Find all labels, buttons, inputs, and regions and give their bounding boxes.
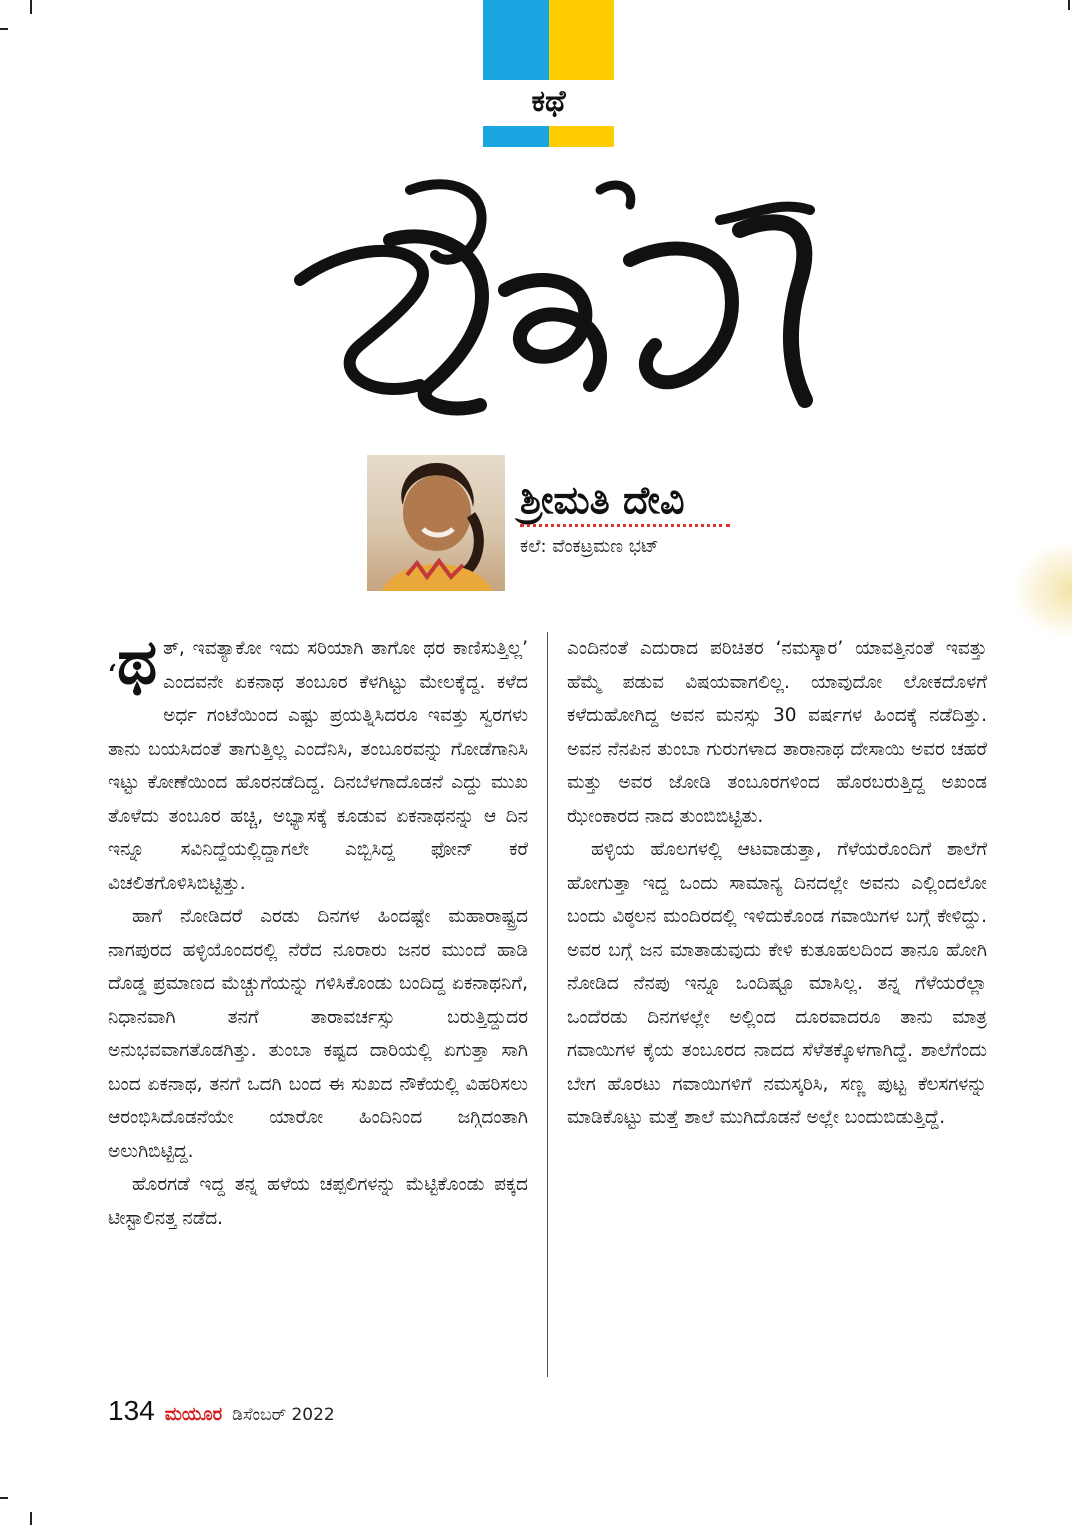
magazine-name: ಮಯೂರ [164, 1404, 223, 1425]
crop-mark [0, 28, 8, 30]
art-credit: ಕಲೆ: ವೆಂಕಟ್ರಮಣ ಭಟ್ [520, 536, 659, 557]
body-paragraph: ಹಾಗೆ ನೋಡಿದರೆ ಎರಡು ದಿನಗಳ ಹಿಂದಷ್ಟೇ ಮಹಾರಾಷ್ಟ್ರದ ನಾಗಪುರದ ಹಳ್ಳಿಯೊಂದರಲ್ಲಿ ನೆರೆದ ನೂರಾರು ಜನರ ಮುಂದೆ ಹಾಡಿ ದೊಡ್ಡ ಪ್ರಮಾಣದ ಮೆಚ್ಚುಗೆಯನ್ನು ಗಳಿಸಿಕೊಂಡು ಬಂದಿದ್ದ ಏಕನಾಥನಿಗೆ, ನಿಧಾನವಾಗಿ ತನಗೆ ತಾರಾವರ್ಚಸ್ಸು ಬರುತ್ತಿದ್ದುದರ ಅನುಭವವಾಗತೊಡಗಿತ್ತು. ತುಂಬಾ ಕಷ್ಟದ ದಾರಿಯಲ್ಲಿ ಏಗುತ್ತಾ ಸಾಗಿ ಬಂದ ಏಕನಾಥ, ತನಗೆ ಒದಗಿ ಬಂದ ಈ ಸುಖದ ನೌಕೆಯಲ್ಲಿ ವಿಹರಿಸಲು ಆರಂಭಿಸಿದೊಡನೆಯೇ ಯಾರೋ ಹಿಂದಿನಿಂದ ಜಗ್ಗಿದಂತಾಗಿ ಅಲುಗಿಬಿಟ್ಟಿದ್ದ. [108, 906, 528, 1162]
paragraph-text: ತ್, ಇವತ್ಯಾಕೋ ಇದು ಸರಿಯಾಗಿ ತಾಗೋ ಥರ ಕಾಣಿಸುತ್ತಿಲ್ಲ’ ಎಂದವನೇ ಏಕನಾಥ ತಂಬೂರ ಕೆಳಗಿಟ್ಟು ಮೇಲಕ್ಕೆದ್ದ. ಕಳೆದ ಅರ್ಧ ಗಂಟೆಯಿಂದ ಎಷ್ಟು ಪ್ರಯತ್ನಿಸಿದರೂ ಇವತ್ತು ಸ್ವರಗಳು ತಾನು ಬಯಸಿದಂತೆ ತಾಗುತ್ತಿಲ್ಲ ಎಂದೆನಿಸಿ, ತಂಬೂರವನ್ನು ಗೋಡೆಗಾನಿಸಿ ಇಟ್ಟು ಕೋಣೆಯಿಂದ ಹೊರನಡೆದಿದ್ದ. ದಿನಬೆಳಗಾದೊಡನೆ ಎದ್ದು ಮುಖ ತೊಳೆದು ತಂಬೂರ ಹಚ್ಚಿ, ಅಭ್ಯಾಸಕ್ಕೆ ಕೂಡುವ ಏಕನಾಥನನ್ನು ಆ ದಿನ ಇನ್ನೂ ಸವಿನಿದ್ದೆಯಲ್ಲಿದ್ದಾಗಲೇ ಎಬ್ಬಿಸಿದ್ದ ಫೋನ್ ಕರೆ ವಿಚಲಿತಗೊಳಿಸಿಬಿಟ್ಟಿತ್ತು. [108, 638, 528, 894]
section-label: ಕಥೆ [531, 84, 566, 119]
crop-mark [1068, 0, 1070, 10]
issue-date: ಡಿಸೆಂಬರ್ 2022 [232, 1405, 335, 1425]
column-divider [547, 632, 548, 1377]
opening-quote: ‘ [108, 660, 118, 690]
body-column-right [567, 632, 987, 1135]
section-color-bar [483, 126, 614, 147]
body-paragraph: ಎಂದಿನಂತೆ ಎದುರಾದ ಪರಿಚಿತರ ‘ನಮಸ್ಕಾರ’ ಯಾವತ್ತಿನಂತೆ ಇವತ್ತು ಹೆಮ್ಮೆ ಪಡುವ ವಿಷಯವಾಗಲಿಲ್ಲ. ಯಾವುದೋ ಲೋಕದೊಳಗೆ ಕಳೆದುಹೋಗಿದ್ದ ಅವನ ಮನಸ್ಸು 30 ವರ್ಷಗಳ ಹಿಂದಕ್ಕೆ ನಡೆದಿತ್ತು. ಅವನ ನೆನಪಿನ ತುಂಬಾ ಗುರುಗಳಾದ ತಾರಾನಾಥ ದೇಸಾಯಿ ಅವರ ಚಹರೆ ಮತ್ತು ಅವರ ಜೋಡಿ ತಂಬೂರಗಳಿಂದ ಹೊರಬರುತ್ತಿದ್ದ ಅಖಂಡ ಝೇಂಕಾರದ ನಾದ ತುಂಬಿಬಿಟ್ಟಿತು. [567, 638, 987, 827]
page-footer [108, 1395, 335, 1427]
crop-mark [30, 1512, 32, 1525]
section-tab [483, 0, 614, 150]
section-color-block [483, 0, 614, 80]
page-number: 134 [108, 1395, 155, 1426]
title-calligraphy [270, 170, 820, 430]
bleed-decoration [1012, 540, 1072, 640]
body-paragraph: ಹೊರಗಡೆ ಇದ್ದ ತನ್ನ ಹಳೆಯ ಚಪ್ಪಲಿಗಳನ್ನು ಮೆಟ್ಟಿಕೊಂಡು ಪಕ್ಕದ ಟೀಸ್ಟಾಲಿನತ್ತ ನಡೆದ. [108, 1174, 528, 1229]
crop-mark [30, 0, 32, 14]
author-name: ಶ್ರೀಮತಿ ದೇವಿ [520, 478, 685, 522]
story-title [270, 170, 820, 430]
body-paragraph [108, 625, 528, 900]
author-divider [520, 524, 730, 527]
drop-cap [108, 625, 158, 703]
crop-mark [0, 1497, 8, 1499]
body-paragraph: ಹಳ್ಳಿಯ ಹೊಲಗಳಲ್ಲಿ ಆಟವಾಡುತ್ತಾ, ಗೆಳೆಯರೊಂದಿಗೆ ಶಾಲೆಗೆ ಹೋಗುತ್ತಾ ಇದ್ದ ಒಂದು ಸಾಮಾನ್ಯ ದಿನದಲ್ಲೇ ಅವನು ಎಲ್ಲಿಂದಲೋ ಬಂದು ವಿಠ್ಠಲನ ಮಂದಿರದಲ್ಲಿ ಇಳಿದುಕೊಂಡ ಗವಾಯಿಗಳ ಬಗ್ಗೆ ಕೇಳಿದ್ದು. ಅವರ ಬಗ್ಗೆ ಜನ ಮಾತಾಡುವುದು ಕೇಳಿ ಕುತೂಹಲದಿಂದ ತಾನೂ ಹೋಗಿ ನೋಡಿದ ನೆನಪು ಇನ್ನೂ ಒಂದಿಷ್ಟೂ ಮಾಸಿಲ್ಲ. ತನ್ನ ಗೆಳೆಯರೆಲ್ಲಾ ಒಂದೆರಡು ದಿನಗಳಲ್ಲೇ ಅಲ್ಲಿಂದ ದೂರವಾದರೂ ತಾನು ಮಾತ್ರ ಗವಾಯಿಗಳ ಕೈಯ ತಂಬೂರದ ನಾದದ ಸೆಳೆತಕ್ಕೊಳಗಾಗಿದ್ದೆ. ಶಾಲೆಗೆಂದು ಬೇಗ ಹೊರಟು ಗವಾಯಿಗಳಿಗೆ ನಮಸ್ಕರಿಸಿ, ಸಣ್ಣ ಪುಟ್ಟ ಕೆಲಸಗಳನ್ನು ಮಾಡಿಕೊಟ್ಟು ಮತ್ತೆ ಶಾಲೆ ಮುಗಿದೊಡನೆ ಅಲ್ಲೇ ಬಂದುಬಿಡುತ್ತಿದ್ದೆ. [567, 839, 987, 1128]
author-photo [367, 455, 505, 591]
body-column-left [108, 625, 528, 1235]
drop-cap-letter: ಥ [117, 625, 158, 698]
